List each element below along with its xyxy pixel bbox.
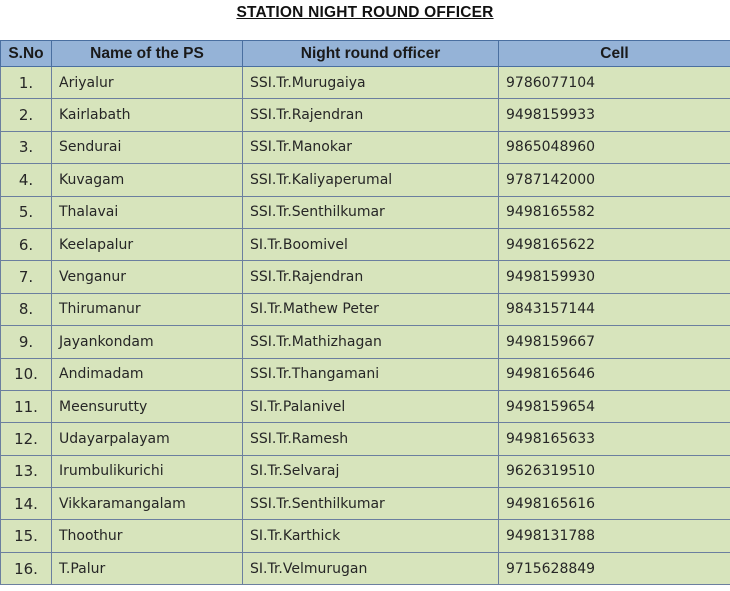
cell-sno: 11.	[1, 390, 52, 422]
table-row	[1, 520, 730, 552]
cell-ps-name: Keelapalur	[52, 228, 243, 260]
cell-ps-name: Irumbulikurichi	[52, 455, 243, 487]
cell-officer: SI.Tr.Velmurugan	[243, 552, 499, 584]
column-header-ps-name: Name of the PS	[52, 41, 243, 67]
cell-phone: 9498159930	[499, 261, 730, 293]
cell-officer: SSI.Tr.Kaliyaperumal	[243, 164, 499, 196]
cell-phone: 9843157144	[499, 293, 730, 325]
table-header	[1, 41, 730, 67]
cell-phone: 9498165622	[499, 228, 730, 260]
cell-sno: 12.	[1, 423, 52, 455]
cell-phone: 9786077104	[499, 67, 730, 99]
cell-sno: 16.	[1, 552, 52, 584]
cell-ps-name: Jayankondam	[52, 326, 243, 358]
table-row	[1, 326, 730, 358]
cell-ps-name: Thoothur	[52, 520, 243, 552]
cell-sno: 9.	[1, 326, 52, 358]
cell-phone: 9498165633	[499, 423, 730, 455]
table-row	[1, 261, 730, 293]
cell-sno: 1.	[1, 67, 52, 99]
cell-phone: 9498159654	[499, 390, 730, 422]
table-row	[1, 552, 730, 584]
cell-phone: 9715628849	[499, 552, 730, 584]
cell-sno: 10.	[1, 358, 52, 390]
cell-ps-name: Thirumanur	[52, 293, 243, 325]
cell-officer: SI.Tr.Selvaraj	[243, 455, 499, 487]
table-row	[1, 196, 730, 228]
cell-ps-name: Ariyalur	[52, 67, 243, 99]
cell-phone: 9498165646	[499, 358, 730, 390]
table-row	[1, 455, 730, 487]
table-row	[1, 164, 730, 196]
cell-sno: 6.	[1, 228, 52, 260]
cell-officer: SI.Tr.Boomivel	[243, 228, 499, 260]
cell-officer: SSI.Tr.Rajendran	[243, 99, 499, 131]
cell-officer: SSI.Tr.Mathizhagan	[243, 326, 499, 358]
table-row	[1, 390, 730, 422]
cell-sno: 3.	[1, 131, 52, 163]
cell-phone: 9865048960	[499, 131, 730, 163]
cell-sno: 15.	[1, 520, 52, 552]
table-row	[1, 488, 730, 520]
cell-phone: 9498159933	[499, 99, 730, 131]
cell-sno: 14.	[1, 488, 52, 520]
header-row	[1, 41, 730, 67]
cell-officer: SSI.Tr.Manokar	[243, 131, 499, 163]
column-header-cell: Cell	[499, 41, 730, 67]
cell-sno: 7.	[1, 261, 52, 293]
table-row	[1, 358, 730, 390]
cell-officer: SSI.Tr.Senthilkumar	[243, 488, 499, 520]
cell-officer: SSI.Tr.Senthilkumar	[243, 196, 499, 228]
cell-ps-name: Kairlabath	[52, 99, 243, 131]
officer-table	[0, 40, 730, 585]
cell-phone: 9787142000	[499, 164, 730, 196]
table-row	[1, 99, 730, 131]
cell-sno: 5.	[1, 196, 52, 228]
cell-phone: 9498131788	[499, 520, 730, 552]
cell-ps-name: T.Palur	[52, 552, 243, 584]
cell-officer: SI.Tr.Karthick	[243, 520, 499, 552]
cell-ps-name: Meensurutty	[52, 390, 243, 422]
cell-officer: SSI.Tr.Thangamani	[243, 358, 499, 390]
cell-officer: SI.Tr.Palanivel	[243, 390, 499, 422]
table-row	[1, 423, 730, 455]
cell-officer: SSI.Tr.Ramesh	[243, 423, 499, 455]
cell-phone: 9498165582	[499, 196, 730, 228]
column-header-sno: S.No	[1, 41, 52, 67]
cell-sno: 13.	[1, 455, 52, 487]
cell-sno: 2.	[1, 99, 52, 131]
cell-sno: 4.	[1, 164, 52, 196]
cell-ps-name: Andimadam	[52, 358, 243, 390]
cell-ps-name: Udayarpalayam	[52, 423, 243, 455]
cell-ps-name: Thalavai	[52, 196, 243, 228]
table-body	[1, 67, 730, 585]
table-row	[1, 131, 730, 163]
cell-phone: 9626319510	[499, 455, 730, 487]
cell-officer: SSI.Tr.Rajendran	[243, 261, 499, 293]
table-row	[1, 293, 730, 325]
cell-officer: SI.Tr.Mathew Peter	[243, 293, 499, 325]
cell-ps-name: Sendurai	[52, 131, 243, 163]
cell-phone: 9498165616	[499, 488, 730, 520]
cell-officer: SSI.Tr.Murugaiya	[243, 67, 499, 99]
cell-ps-name: Venganur	[52, 261, 243, 293]
table-row	[1, 67, 730, 99]
table-row	[1, 228, 730, 260]
cell-ps-name: Kuvagam	[52, 164, 243, 196]
cell-phone: 9498159667	[499, 326, 730, 358]
column-header-officer: Night round officer	[243, 41, 499, 67]
cell-ps-name: Vikkaramangalam	[52, 488, 243, 520]
page-title: STATION NIGHT ROUND OFFICER	[236, 4, 494, 21]
cell-sno: 8.	[1, 293, 52, 325]
